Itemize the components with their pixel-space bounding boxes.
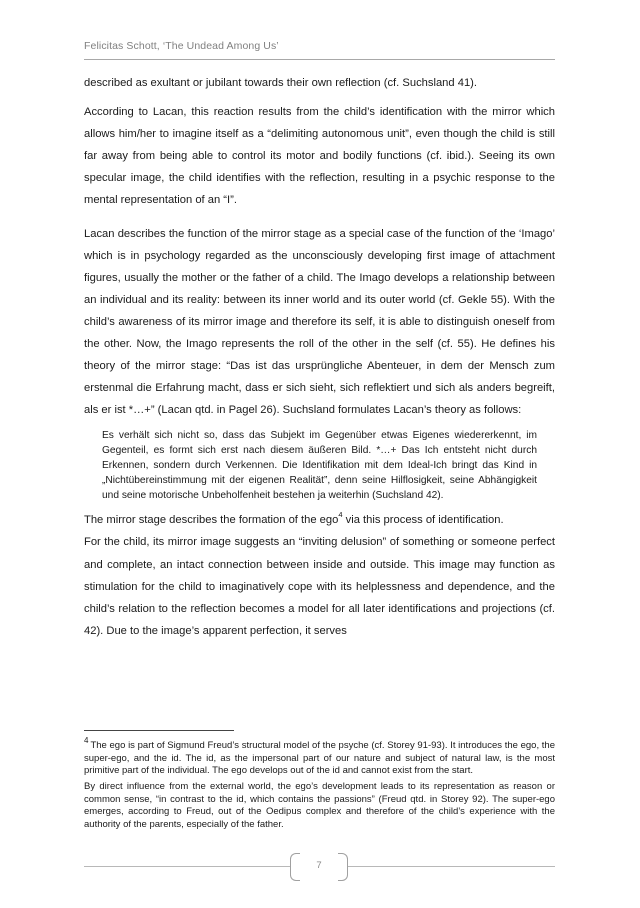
footnote-number: 4 [84,736,89,745]
footer-rule-right [336,866,555,867]
page-bracket-left [290,853,300,881]
footnote-rule [84,730,234,731]
footnote-text-1: The ego is part of Sigmund Freud’s structural model of the psyche (cf. Storey 91-93). It introduces the ego, the super-ego, and the id. The id, as the impersonal part of our nature and subject of natural law, is the most primitive part of the individual. The ego develops out of the id and cannot exist from the start. [84,740,555,777]
block-quote: Es verhält sich nicht so, dass das Subjekt im Gegenüber etwas Eigenes wiedererkennt, im Gegenteil, es formt sich erst nach diesem äußeren Bild. *…+ Das Ich entsteht nicht durch Erkennen, sondern durch Verkennen. Die Identifikation mit dem Ideal-Ich bringt das Kind in „Nichtübereinstimmung mit der eigenen Realität”, denn seine Hilflosigkeit, seine Abhängigkeit und seine motorische Unbeholfenheit bestehen ja weiterhin (Suchsland 42). [102,430,537,501]
paragraph-4-text-a: The mirror stage describes the formation of the ego [84,514,339,527]
running-header: Felicitas Schott, ‘The Undead Among Us’ [84,40,279,52]
page-body [84,66,555,642]
footnote-ref[interactable]: 4 [338,509,343,519]
paragraph-5: For the child, its mirror image suggests an “inviting delusion” of something or someone perfect and complete, an intact connection between inside and outside. This image may function as stimulation for the child to imaginatively cope with its helplessness and dependence, and the child’s relation to the reflection becomes a model for all later identifications and projections (cf. 42). Due to the image’s apparent perfection, it serves [84,536,555,637]
paragraph-4 [84,509,555,531]
footer-rule-left [84,866,324,867]
paragraph-3: Lacan describes the function of the mirror stage as a special case of the function of the ‘Imago’ which is in psychology regarded as the unconsciously developing first image of attachment figures, usually the mother or the father of a child. The Imago develops a relationship between an individual and its reality: between its inner world and its outer world (cf. Gekle 55). With the child’s awareness of its mirror image and therefore its self, it is able to distinguish oneself from the other. Now, the Imago represents the roll of the other in the self (cf. 55). He defines his theory of the mirror stage: “Das ist das ursprüngliche Abenteuer, in dem der Mensch zum erstenmal die Erfahrung macht, dass er sich sieht, sich reflektiert und sich als anders begreift, als er ist *…+” (Lacan qtd. in Pagel 26). Suchsland formulates Lacan’s theory as follows: [84,227,555,417]
footnote-para-1 [84,736,555,778]
header-rule [84,59,555,60]
paragraph-1: described as exultant or jubilant towards their own reflection (cf. Suchsland 41). [84,77,478,89]
paragraph-4-text-b: via this process of identification. [342,514,504,527]
paragraph-2: According to Lacan, this reaction results from the child’s identification with the mirror which allows him/her to imagine itself as a “delimiting autonomous unit”, even though the child is still far away from being able to control its motor and bodily functions (cf. ibid.). Seeing its own specular image, the child identifies with the reflection, resulting in a psychic response to the mental representation of an “I”. [84,106,555,207]
page-bracket-right [338,853,348,881]
footnote [84,736,555,831]
footnote-para-2: By direct influence from the external world, the ego’s development leads to its representation as reason or common sense, “in contrast to the id, which contains the passions” (Freud qtd. in Storey 92). The super-ego emerges, according to Freud, out of the Oedipus complex and therefore of the child’s experience with the authority of the parents, especially of the father. [84,780,555,830]
page-number: 7 [300,860,338,871]
